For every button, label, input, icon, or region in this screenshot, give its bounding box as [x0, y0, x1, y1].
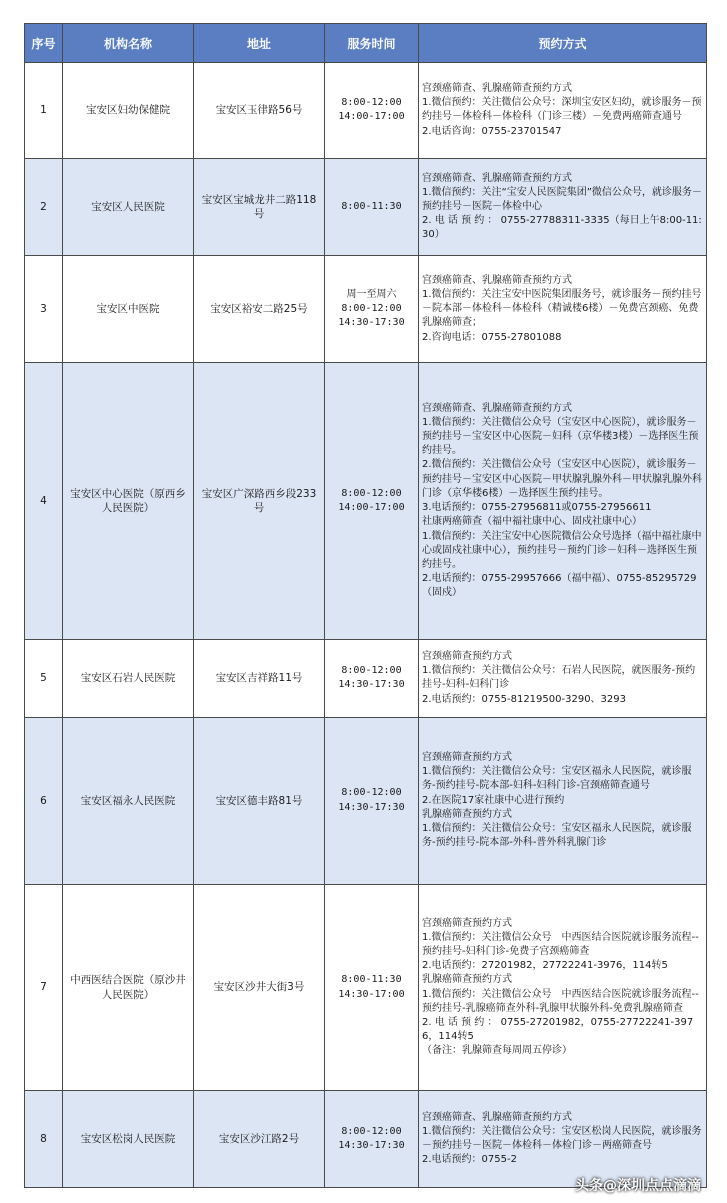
table-row — [25, 63, 707, 159]
hours-line: 8:00-12:00 — [341, 1125, 402, 1137]
address-cell: 宝安区宝城龙井二路118号 — [194, 158, 325, 256]
booking-line: 1.微信预约：关注微信公众号 中西医结合医院就诊服务流程--预约挂号-乳腺癌筛查外科-乳腺甲状腺外科-免费乳腺癌筛查 — [422, 988, 699, 1014]
header-address: 地址 — [194, 24, 325, 63]
booking-method — [419, 640, 707, 718]
serial-cell: 6 — [25, 717, 63, 884]
hours-line: 14:30-17:30 — [338, 679, 405, 691]
serial-cell: 5 — [25, 640, 63, 718]
booking-line: 宫颈癌筛查预约方式 — [422, 650, 512, 662]
address-cell: 宝安区德丰路81号 — [194, 717, 325, 884]
hours-line: 8:00-12:00 — [341, 487, 402, 499]
service-hours — [325, 640, 419, 718]
booking-method — [419, 884, 707, 1090]
booking-line: 1.微信预约：关注微信公众号：深圳宝安区妇幼，就诊服务－预约挂号－体检科－体检科（门诊三楼）－免费两癌筛查通号 — [422, 97, 702, 123]
booking-line: 1.微信预约：关注宝安中医院集团服务号，就诊服务－预约挂号－院本部－体检科－体检科（精诚楼6楼）－免费宫颈癌、免费乳腺癌筛查； — [422, 288, 702, 329]
booking-line: 1.微信预约：关注微信公众号：宝安区福永人民医院，就诊服务-预约挂号-院本部-妇科-妇科门诊-宫颈癌筛查通号 — [422, 766, 692, 792]
institution-name: 中西医结合医院（原沙井人民医院） — [63, 884, 194, 1090]
serial-cell: 4 — [25, 363, 63, 640]
hours-line: 8:00-12:00 — [341, 97, 402, 109]
booking-line: 2. 电 话 预 约 ： 0755-27788311-3335（每日上午8:00-11:30） — [422, 215, 702, 241]
header-institution: 机构名称 — [63, 24, 194, 63]
booking-line: 3.电话预约：0755-27956811或0755-27956611 — [422, 502, 652, 514]
booking-line: 2.电话预约：0755-81219500-3290、3293 — [422, 693, 627, 705]
booking-line: 宫颈癌筛查、乳腺癌筛查预约方式 — [422, 274, 572, 286]
service-hours — [325, 884, 419, 1090]
booking-line: 2.电话预约：0755-29957666（福中福）、0755-85295729（固戍） — [422, 573, 697, 599]
table-header-row — [25, 24, 707, 63]
hours-line: 14:30-17:30 — [338, 317, 405, 329]
service-hours — [325, 63, 419, 159]
table-row — [25, 717, 707, 884]
institution-name: 宝安区人民医院 — [63, 158, 194, 256]
serial-cell: 1 — [25, 63, 63, 159]
booking-line: 宫颈癌筛查、乳腺癌筛查预约方式 — [422, 1111, 572, 1123]
booking-line: 2.电话预约：0755-2 — [422, 1154, 517, 1166]
booking-line: 社康两癌筛查（福中福社康中心、固戍社康中心） — [422, 516, 642, 528]
service-hours — [325, 1091, 419, 1188]
booking-line: 2.咨询电话：0755-27801088 — [422, 331, 562, 343]
booking-line: 乳腺癌筛查预约方式 — [422, 808, 512, 820]
booking-line: 2.电话咨询：0755-23701547 — [422, 125, 562, 137]
table-row — [25, 363, 707, 640]
header-booking: 预约方式 — [419, 24, 707, 63]
address-cell: 宝安区广深路西乡段233号 — [194, 363, 325, 640]
hours-line: 8:00-12:00 — [341, 787, 402, 799]
booking-line: 1.微信预约：关注微信公众号 中西医结合医院就诊服务流程--预约挂号-妇科门诊-免费子宫颈癌筛查 — [422, 931, 699, 957]
screening-table — [24, 23, 707, 1188]
booking-line: 1.微信预约：关注微信公众号（宝安区中心医院），就诊服务－预约挂号－宝安区中心医院－妇科（京华楼3楼）－选择医生预约挂号。 — [422, 416, 699, 457]
table-row — [25, 640, 707, 718]
booking-line: （备注：乳腺筛查每周周五停诊） — [422, 1045, 572, 1057]
booking-line: 乳腺癌筛查预约方式 — [422, 974, 512, 986]
institution-name: 宝安区石岩人民医院 — [63, 640, 194, 718]
hours-line: 周一至周六 — [346, 288, 397, 300]
header-serial: 序号 — [25, 24, 63, 63]
service-hours — [325, 158, 419, 256]
booking-line: 1.微信预约：关注微信公众号：石岩人民医院，就医服务-预约挂号-妇科-妇科门诊 — [422, 665, 696, 691]
table-row — [25, 256, 707, 363]
hours-line: 8:00-12:00 — [341, 303, 402, 315]
booking-line: 1.微信预约：关注微信公众号：宝安区福永人民医院，就诊服务-预约挂号-院本部-外科-普外科乳腺门诊 — [422, 823, 692, 849]
booking-line: 2.电话预约：27201982，27722241-3976，114转5 — [422, 960, 668, 972]
booking-method — [419, 63, 707, 159]
serial-cell: 3 — [25, 256, 63, 363]
hours-line: 14:30-17:30 — [338, 801, 405, 813]
table-row — [25, 1091, 707, 1188]
serial-cell: 2 — [25, 158, 63, 256]
booking-line: 宫颈癌筛查、乳腺癌筛查预约方式 — [422, 82, 572, 94]
address-cell: 宝安区沙井大街3号 — [194, 884, 325, 1090]
booking-line: 宫颈癌筛查预约方式 — [422, 917, 512, 929]
booking-line: 2. 电 话 预 约 ： 0755-27201982，0755-27722241-3976，114转5 — [422, 1016, 694, 1043]
institution-name: 宝安区妇幼保健院 — [63, 63, 194, 159]
watermark: 头条@深圳点点滴滴 — [575, 1178, 701, 1194]
booking-line: 宫颈癌筛查预约方式 — [422, 752, 512, 763]
booking-method — [419, 158, 707, 256]
serial-cell: 7 — [25, 884, 63, 1090]
hours-line: 14:30-17:30 — [338, 1140, 405, 1152]
hours-line: 14:30-17:00 — [338, 988, 405, 1000]
booking-line: 1.微信预约：关注“宝安人民医院集团”微信公众号，就诊服务－预约挂号－医院－体检中心 — [422, 186, 702, 212]
booking-method — [419, 717, 707, 884]
booking-method — [419, 363, 707, 640]
institution-name: 宝安区松岗人民医院 — [63, 1091, 194, 1188]
address-cell: 宝安区吉祥路11号 — [194, 640, 325, 718]
booking-method — [419, 1091, 707, 1188]
booking-line: 1.微信预约：关注宝安中心医院微信公众号选择（福中福社康中心或固戍社康中心），预约挂号－预约门诊－妇科－选择医生预约挂号。 — [422, 530, 702, 570]
hours-line: 8:00-11:30 — [341, 974, 402, 986]
institution-name: 宝安区中心医院（原西乡人民医院） — [63, 363, 194, 640]
address-cell: 宝安区玉律路56号 — [194, 63, 325, 159]
institution-name: 宝安区福永人民医院 — [63, 717, 194, 884]
booking-line: 2.在医院17家社康中心进行预约 — [422, 794, 565, 806]
service-hours — [325, 717, 419, 884]
service-hours — [325, 256, 419, 363]
table-row — [25, 884, 707, 1090]
institution-name: 宝安区中医院 — [63, 256, 194, 363]
booking-line: 宫颈癌筛查、乳腺癌筛查预约方式 — [422, 172, 572, 184]
booking-line: 宫颈癌筛查、乳腺癌筛查预约方式 — [422, 402, 572, 414]
header-hours: 服务时间 — [325, 24, 419, 63]
service-hours — [325, 363, 419, 640]
address-cell: 宝安区裕安二路25号 — [194, 256, 325, 363]
booking-method — [419, 256, 707, 363]
hours-line: 8:00-11:30 — [341, 200, 402, 212]
table-row — [25, 158, 707, 256]
hours-line: 8:00-12:00 — [341, 665, 402, 677]
table-body — [25, 63, 707, 1188]
booking-line: 2.微信预约：关注微信公众号（宝安区中心医院），就诊服务－预约挂号－宝安区中心医院－甲状腺乳腺外科－甲状腺乳腺外科门诊（京华楼6楼）－选择医生预约挂号。 — [422, 459, 702, 499]
serial-cell: 8 — [25, 1091, 63, 1188]
hours-line: 14:00-17:00 — [338, 111, 405, 123]
address-cell: 宝安区沙江路2号 — [194, 1091, 325, 1188]
hours-line: 14:00-17:00 — [338, 502, 405, 514]
booking-line: 1.微信预约：关注微信公众号：宝安区松岗人民医院，就诊服务－预约挂号－医院－体检科－体检门诊－两癌筛查号 — [422, 1125, 702, 1152]
